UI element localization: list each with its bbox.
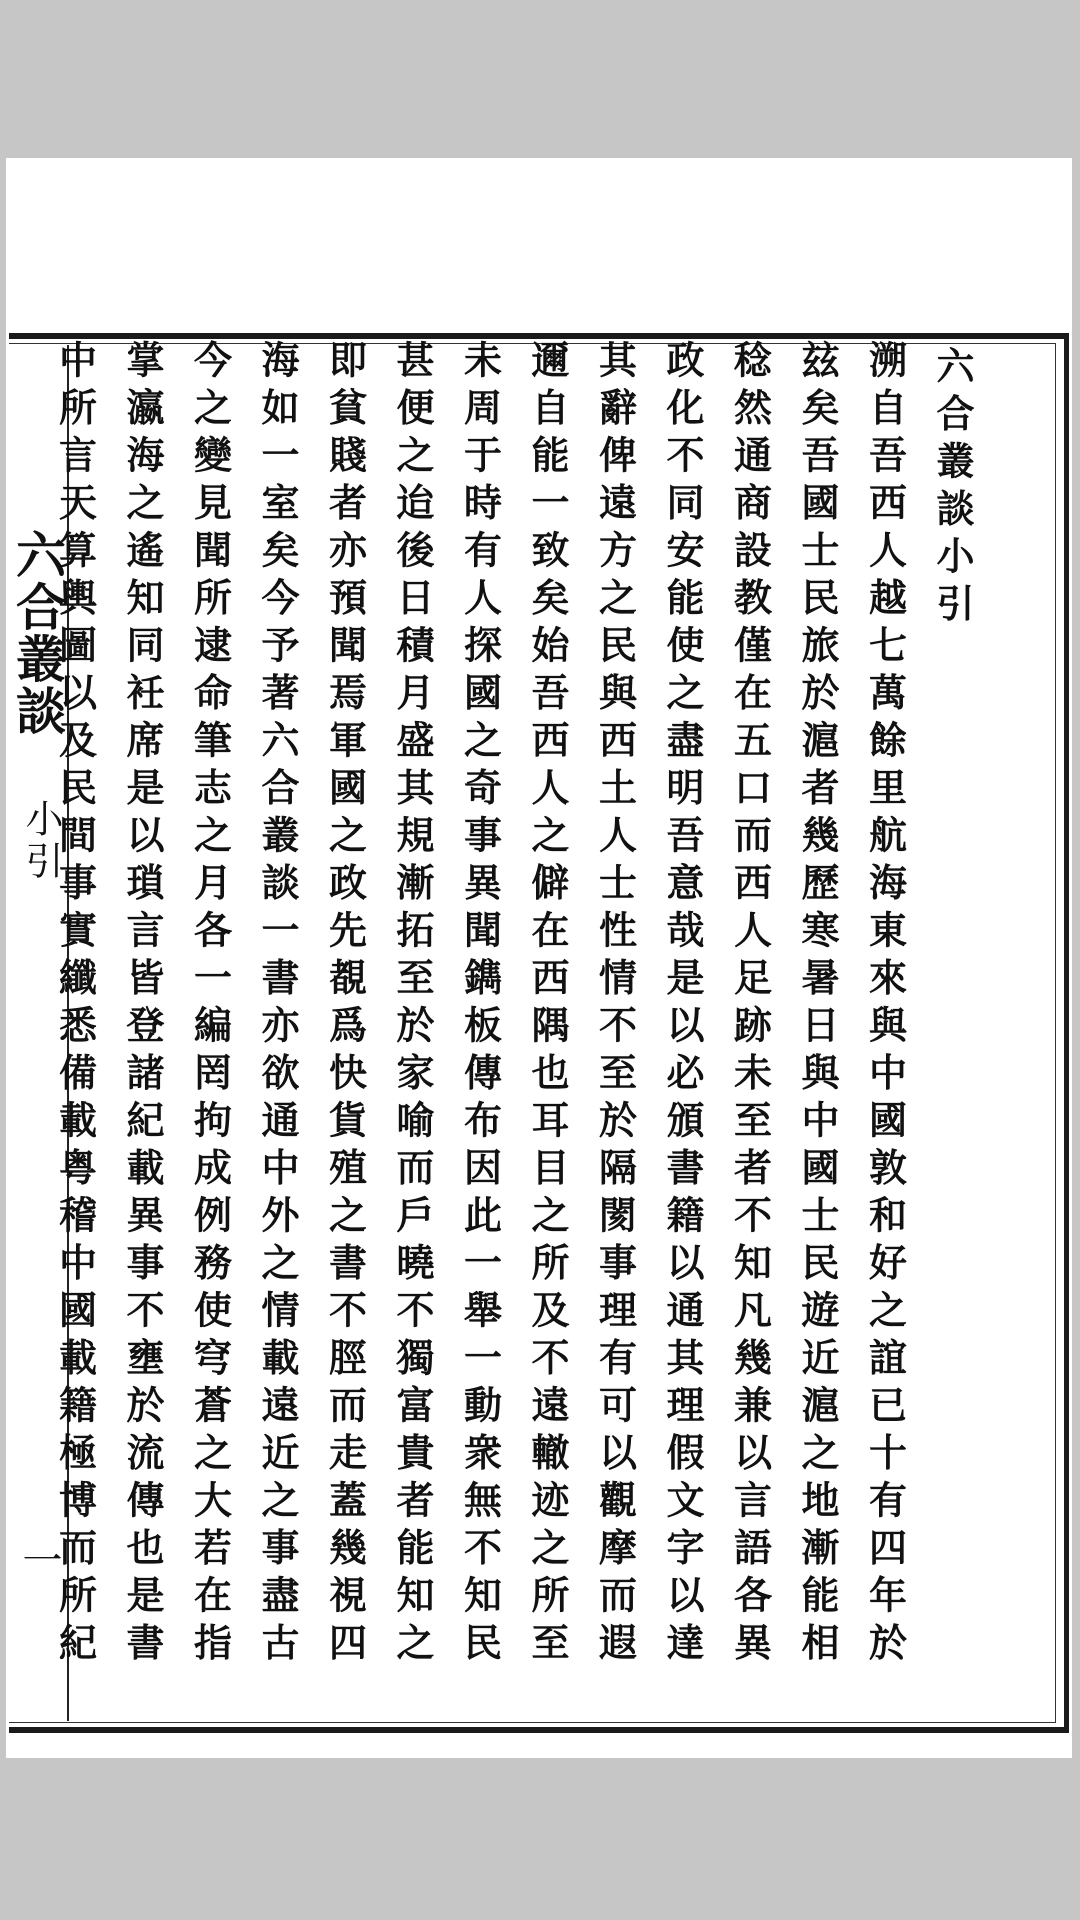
text-column: 政化不同安能使之盡明吾意哉是以必頒書籍以通其理假文字以達 — [660, 340, 705, 1670]
text-column: 溯自吾西人越七萬餘里航海東來與中國敦和好之誼已十有四年於 — [862, 340, 908, 1670]
text-column: 稔然通商設教僅在五口而西人足跡未至者不知凡幾兼以言語各異 — [727, 340, 773, 1670]
book-page — [6, 158, 1072, 1758]
text-column: 中所言天算輿圖以及民間事實纖悉備載粤稽中國載籍極博而所紀 — [52, 340, 98, 1670]
text-column: 今之變見聞所逮命筆志之月各一編罔拘成例務使穹蒼之大若在指 — [187, 340, 233, 1670]
banxin-title: 六合叢談 — [8, 529, 67, 737]
text-column: 甚便之迨後日積月盛其規漸拓至於家喻而戶曉不獨富貴者能知之 — [390, 340, 435, 1670]
text-column: 邇自能一致矣始吾西人之僻在西隅也耳目之所及不遠轍迹之所至 — [525, 340, 570, 1670]
text-column: 玆矣吾國士民旅於滬者幾歷寒暑日與中國士民遊近滬之地漸能相 — [795, 340, 840, 1670]
banxin-page-number: 一 — [16, 1539, 62, 1579]
banxin-section-label: 小引 — [19, 799, 63, 883]
text-column: 未周于時有人探國之奇事異聞鐫板傳布因此一舉一動衆無不知民 — [457, 340, 503, 1670]
text-column: 海如一室矣今予著六合叢談一書亦欲通中外之情載遠近之事盡古 — [255, 340, 300, 1670]
text-column-title: 六合叢談小引 — [930, 346, 975, 631]
text-column: 即貧賤者亦預聞焉軍國之政先覩爲快貨殖之書不脛而走蓋幾視四 — [322, 340, 368, 1670]
text-column: 其辭俾遠方之民與西土人士性情不至於隔閡事理有可以觀摩而遐 — [592, 340, 638, 1670]
text-column: 掌瀛海之遙知同衽席是以瑣言皆登諸紀載異事不壅於流傳也是書 — [120, 340, 165, 1670]
main-text — [52, 340, 986, 1720]
